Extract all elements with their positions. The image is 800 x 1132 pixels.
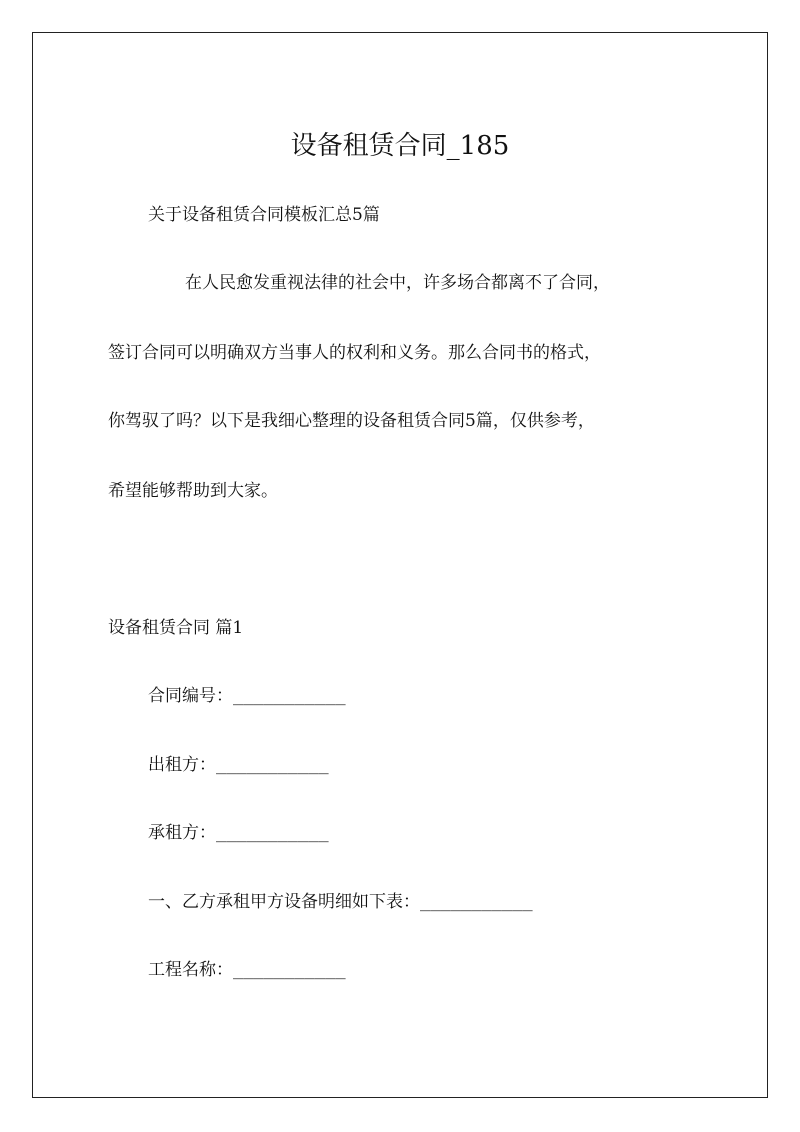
field-contract-number xyxy=(148,684,346,708)
intro-line-3: 你驾驭了吗？以下是我细心整理的设备租赁合同5篇，仅供参考， xyxy=(108,411,595,431)
section-heading: 设备租赁合同 篇1 xyxy=(108,618,244,638)
field-lessee xyxy=(148,821,329,845)
intro-line-1: 在人民愈发重视法律的社会中，许多场合都离不了合同， xyxy=(185,273,610,293)
field-equipment-details xyxy=(148,890,533,914)
field-project-name xyxy=(148,958,346,982)
field-blank: ___________ xyxy=(216,823,329,843)
field-label: 合同编号： xyxy=(148,686,233,706)
field-label: 一、乙方承租甲方设备明细如下表： xyxy=(148,892,420,912)
field-label: 工程名称： xyxy=(148,960,233,980)
intro-line-2: 签订合同可以明确双方当事人的权利和义务。那么合同书的格式， xyxy=(108,343,601,363)
field-blank: ___________ xyxy=(216,755,329,775)
field-blank: ___________ xyxy=(233,960,346,980)
field-lessor xyxy=(148,753,329,777)
intro-line-4: 希望能够帮助到大家。 xyxy=(108,481,278,501)
page-border xyxy=(32,32,768,1098)
field-label: 出租方： xyxy=(148,755,216,775)
field-blank: ___________ xyxy=(420,892,533,912)
document-subtitle: 关于设备租赁合同模板汇总5篇 xyxy=(148,205,380,225)
field-label: 承租方： xyxy=(148,823,216,843)
field-blank: ___________ xyxy=(233,686,346,706)
document-title: 设备租赁合同_185 xyxy=(290,131,510,161)
